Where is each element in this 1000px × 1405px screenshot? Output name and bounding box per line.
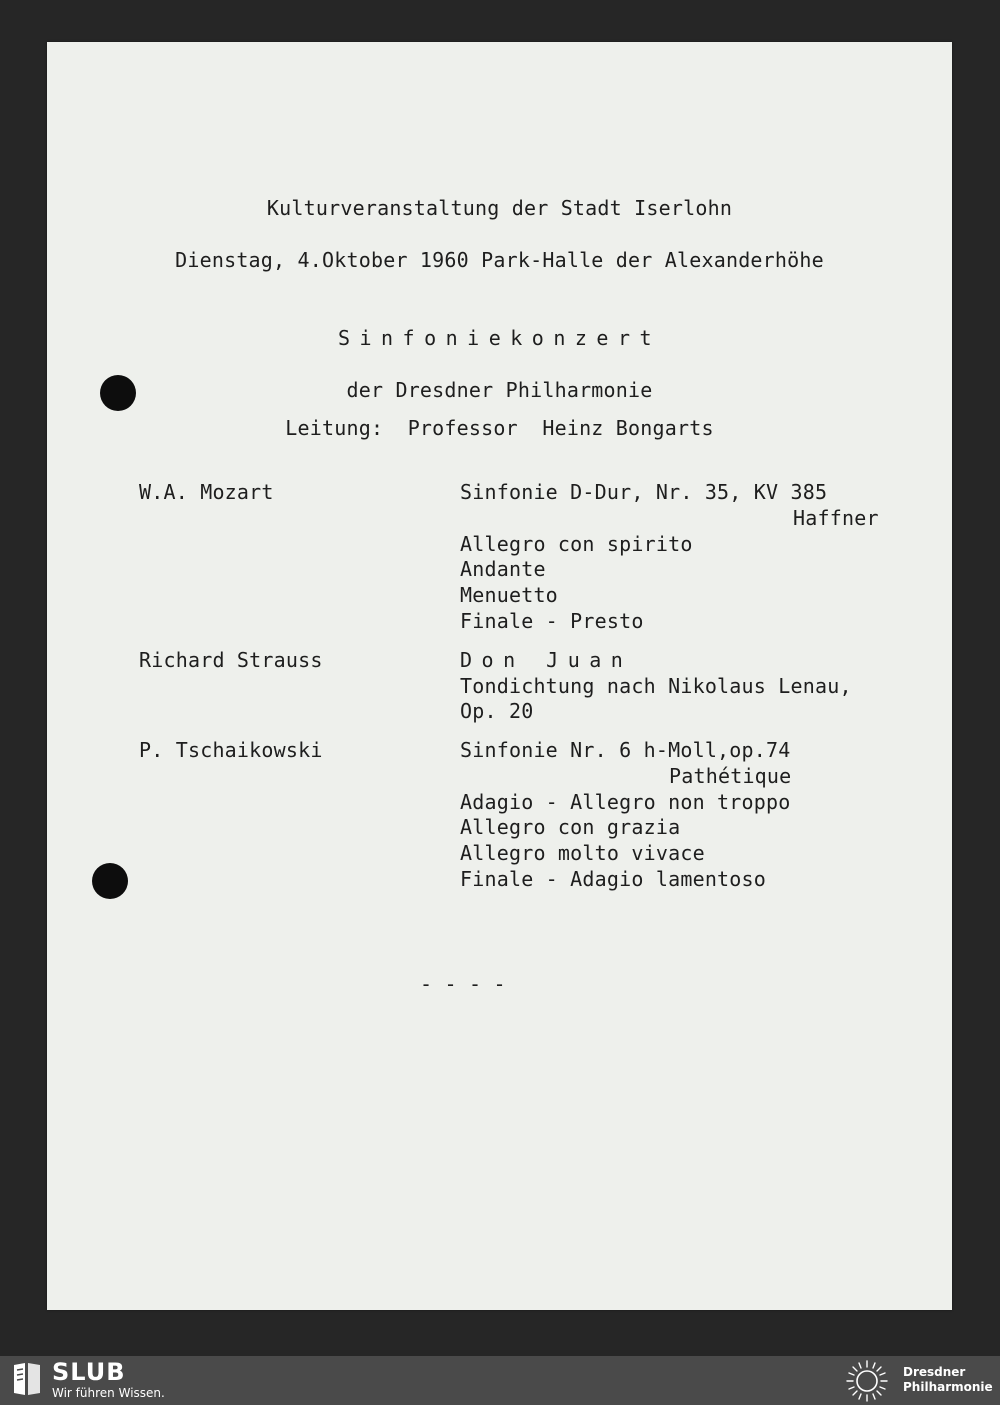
event-date-venue: Dienstag, 4.Oktober 1960 Park-Halle der Alexanderhöhe (175, 248, 824, 272)
concert-title: Sinfoniekonzert (337, 326, 662, 350)
punch-hole (92, 863, 128, 899)
composer-tschaikowski: P. Tschaikowski (139, 738, 323, 762)
slub-book-icon (12, 1361, 42, 1397)
movement: Allegro con spirito (460, 532, 693, 556)
work-opus: Op. 20 (460, 699, 534, 723)
movement: Allegro con grazia (460, 815, 681, 839)
composer-strauss: Richard Strauss (139, 648, 323, 672)
orchestra-name: der Dresdner Philharmonie (346, 378, 653, 402)
conductor-line: Leitung: Professor Heinz Bongarts (285, 416, 714, 440)
movement: Allegro molto vivace (460, 841, 705, 865)
partner-name-line1: Dresdner (903, 1365, 966, 1379)
partner-name-line2: Philharmonie (903, 1380, 993, 1394)
movement: Finale - Adagio lamentoso (460, 867, 767, 891)
work-title: Don Juan (460, 648, 633, 672)
event-heading: Kulturveranstaltung der Stadt Iserlohn (266, 196, 733, 220)
work-title: Sinfonie Nr. 6 h-Moll,op.74 (460, 738, 791, 762)
composer-mozart: W.A. Mozart (139, 480, 274, 504)
movement: Finale - Presto (460, 609, 644, 633)
philharmonie-sun-icon (842, 1359, 892, 1403)
movement: Andante (460, 557, 546, 581)
work-subtitle: Haffner (793, 506, 879, 530)
slub-tagline: Wir führen Wissen. (52, 1386, 165, 1400)
footer-bar (0, 1356, 1000, 1405)
end-mark: - - - - (420, 972, 506, 996)
movement: Adagio - Allegro non troppo (460, 790, 791, 814)
work-description: Tondichtung nach Nikolaus Lenau, (460, 674, 852, 698)
work-subtitle: Pathétique (669, 764, 792, 788)
slub-name: SLUB (52, 1358, 126, 1386)
work-title: Sinfonie D-Dur, Nr. 35, KV 385 (460, 480, 828, 504)
movement: Menuetto (460, 583, 558, 607)
document-page (47, 42, 952, 1310)
